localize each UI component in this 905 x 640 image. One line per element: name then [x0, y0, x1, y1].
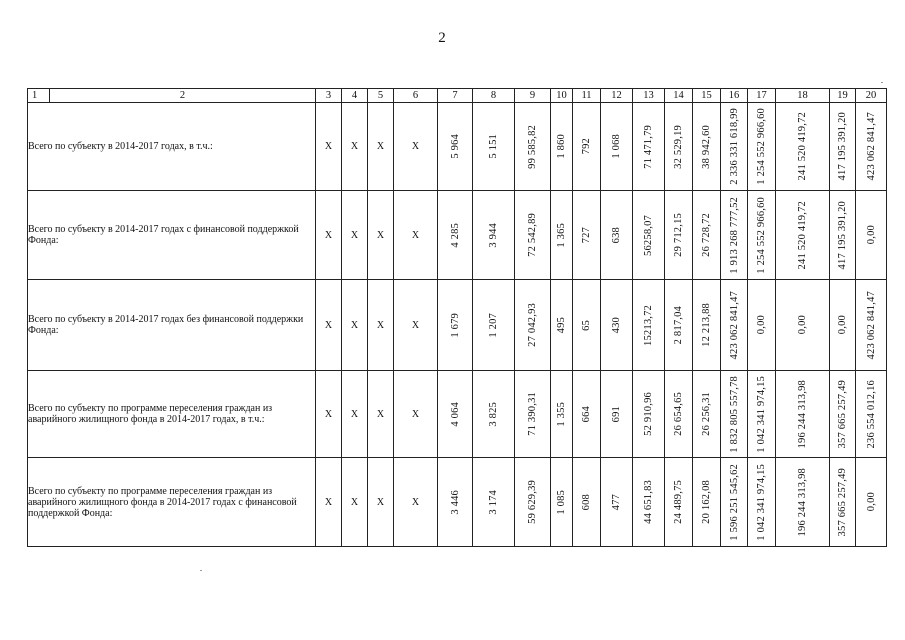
value-cell — [693, 191, 721, 280]
value-text: 0,00 — [837, 315, 848, 335]
value-text: 26 728,72 — [701, 213, 712, 257]
value-cell — [551, 371, 573, 458]
value-cell — [830, 371, 856, 458]
value-cell — [693, 280, 721, 371]
value-cell — [776, 280, 830, 371]
table-row — [28, 458, 887, 547]
value-text: 423 062 841,47 — [865, 112, 877, 181]
page-number: 2 — [438, 30, 446, 46]
value-text: 1 365 — [556, 222, 567, 248]
cross-mark: Х — [394, 280, 438, 371]
value-text: 495 — [556, 316, 567, 334]
value-cell — [776, 191, 830, 280]
value-text: 1 042 341 974,15 — [756, 463, 767, 541]
value-cell — [601, 458, 633, 547]
column-header: 2 — [50, 89, 316, 103]
value-text: 727 — [581, 226, 592, 244]
value-cell — [748, 280, 776, 371]
value-cell — [633, 280, 665, 371]
value-cell — [633, 371, 665, 458]
scan-speck — [881, 82, 883, 83]
value-text: 44 651,83 — [643, 480, 654, 524]
value-text: 423 062 841,47 — [728, 290, 740, 360]
value-cell — [473, 458, 515, 547]
value-cell — [551, 458, 573, 547]
value-text: 1 085 — [556, 489, 567, 515]
value-cell — [856, 191, 887, 280]
value-text: 664 — [581, 405, 592, 423]
value-cell — [473, 103, 515, 191]
summary-table — [27, 88, 887, 547]
value-text: 29 712,15 — [673, 213, 684, 257]
value-text: 27 042,93 — [527, 303, 538, 347]
column-header: 10 — [551, 89, 573, 103]
value-text: 196 244 313,98 — [797, 379, 808, 449]
value-text: 3 446 — [449, 489, 461, 515]
value-text: 1 254 552 966,60 — [756, 196, 767, 274]
value-cell — [721, 103, 748, 191]
table-row — [28, 371, 887, 458]
cross-mark: Х — [316, 191, 342, 280]
column-header: 5 — [368, 89, 394, 103]
value-cell — [438, 458, 473, 547]
value-text: 71 390,31 — [527, 392, 538, 436]
value-text: 4 064 — [449, 401, 461, 427]
value-cell — [776, 458, 830, 547]
value-text: 72 542,89 — [527, 213, 538, 257]
value-text: 1 207 — [488, 312, 499, 338]
column-header: 16 — [721, 89, 748, 103]
value-cell — [438, 280, 473, 371]
value-text: 2 817,04 — [673, 305, 684, 345]
cross-mark: Х — [342, 103, 368, 191]
value-text: 638 — [611, 226, 622, 244]
value-text: 5 151 — [488, 134, 499, 159]
column-header: 4 — [342, 89, 368, 103]
value-text: 1 042 341 974,15 — [756, 375, 767, 453]
value-text: 1 596 251 545,62 — [728, 463, 740, 541]
value-cell — [776, 103, 830, 191]
value-cell — [721, 191, 748, 280]
value-text: 38 942,60 — [701, 124, 712, 169]
value-text: 20 162,08 — [701, 480, 712, 524]
value-text: 99 585,82 — [527, 124, 538, 169]
column-header: 11 — [573, 89, 601, 103]
value-text: 4 285 — [449, 222, 461, 248]
column-header: 20 — [856, 89, 887, 103]
value-text: 608 — [581, 493, 592, 511]
value-cell — [856, 280, 887, 371]
value-text: 15213,72 — [643, 304, 654, 346]
value-cell — [515, 191, 551, 280]
cross-mark: Х — [368, 280, 394, 371]
value-text: 0,00 — [865, 225, 877, 245]
cross-mark: Х — [316, 458, 342, 547]
column-header: 12 — [601, 89, 633, 103]
value-cell — [633, 191, 665, 280]
value-cell — [665, 371, 693, 458]
value-text: 1 068 — [611, 134, 622, 159]
value-text: 417 195 391,20 — [837, 112, 848, 181]
value-cell — [856, 371, 887, 458]
value-cell — [721, 280, 748, 371]
value-text: 357 665 257,49 — [837, 467, 848, 537]
value-cell — [515, 103, 551, 191]
value-cell — [438, 103, 473, 191]
column-header: 6 — [394, 89, 438, 103]
value-cell — [748, 458, 776, 547]
cross-mark: Х — [368, 103, 394, 191]
value-text: 792 — [581, 138, 592, 155]
value-cell — [438, 371, 473, 458]
row-label: Всего по субъекту в 2014-2017 годах с финансовой поддержкой Фонда: — [28, 191, 316, 280]
row-label: Всего по субъекту по программе переселения граждан из аварийного жилищного фонда в 2014-2017 годах, в т.ч.: — [28, 371, 316, 458]
value-text: 1 679 — [449, 312, 461, 338]
value-cell — [573, 458, 601, 547]
value-text: 1 254 552 966,60 — [756, 108, 767, 185]
value-text: 691 — [611, 405, 622, 423]
value-cell — [551, 280, 573, 371]
cross-mark: Х — [316, 280, 342, 371]
value-text: 417 195 391,20 — [837, 200, 848, 270]
cross-mark: Х — [368, 371, 394, 458]
column-header: 15 — [693, 89, 721, 103]
value-cell — [830, 458, 856, 547]
cross-mark: Х — [316, 371, 342, 458]
value-cell — [515, 458, 551, 547]
value-cell — [856, 458, 887, 547]
column-header: 14 — [665, 89, 693, 103]
value-text: 0,00 — [865, 492, 877, 512]
value-text: 430 — [611, 316, 622, 334]
cross-mark: Х — [394, 191, 438, 280]
column-header: 3 — [316, 89, 342, 103]
cross-mark: Х — [342, 458, 368, 547]
value-text: 0,00 — [756, 315, 767, 335]
value-cell — [601, 280, 633, 371]
value-cell — [573, 280, 601, 371]
column-header: 18 — [776, 89, 830, 103]
value-text: 24 489,75 — [673, 480, 684, 524]
value-cell — [693, 458, 721, 547]
value-text: 1 832 805 557,78 — [728, 375, 740, 453]
value-cell — [473, 191, 515, 280]
value-text: 423 062 841,47 — [865, 290, 877, 360]
row-label: Всего по субъекту в 2014-2017 годах, в т.ч.: — [28, 103, 316, 191]
value-cell — [573, 371, 601, 458]
cross-mark: Х — [316, 103, 342, 191]
cross-mark: Х — [394, 458, 438, 547]
column-header: 8 — [473, 89, 515, 103]
value-text: 0,00 — [797, 315, 808, 335]
value-cell — [748, 371, 776, 458]
value-cell — [830, 103, 856, 191]
row-label: Всего по субъекту по программе переселения граждан из аварийного жилищного фонда в 2014-2017 годах с финансовой поддержкой Фонда: — [28, 458, 316, 547]
value-text: 357 665 257,49 — [837, 379, 848, 449]
value-text: 71 471,79 — [643, 124, 654, 169]
value-text: 477 — [611, 493, 622, 511]
value-cell — [830, 280, 856, 371]
row-label: Всего по субъекту в 2014-2017 годах без финансовой поддержки Фонда: — [28, 280, 316, 371]
value-text: 241 520 419,72 — [797, 112, 808, 181]
header-row — [28, 89, 887, 103]
column-header: 19 — [830, 89, 856, 103]
value-text: 59 629,39 — [527, 480, 538, 524]
value-cell — [856, 103, 887, 191]
cross-mark: Х — [342, 191, 368, 280]
value-cell — [573, 191, 601, 280]
value-text: 241 520 419,72 — [797, 200, 808, 270]
value-cell — [515, 371, 551, 458]
value-text: 3 825 — [488, 401, 499, 427]
value-cell — [748, 191, 776, 280]
value-cell — [601, 371, 633, 458]
value-text: 52 910,96 — [643, 392, 654, 436]
column-header: 17 — [748, 89, 776, 103]
value-text: 5 964 — [449, 134, 461, 159]
value-cell — [665, 458, 693, 547]
value-cell — [776, 371, 830, 458]
value-cell — [830, 191, 856, 280]
value-cell — [693, 371, 721, 458]
value-text: 32 529,19 — [673, 124, 684, 169]
scan-speck — [200, 570, 202, 571]
value-cell — [601, 103, 633, 191]
value-cell — [601, 191, 633, 280]
value-text: 1 355 — [556, 401, 567, 427]
value-text: 1 860 — [556, 134, 567, 159]
cross-mark: Х — [342, 280, 368, 371]
value-text: 26 256,31 — [701, 392, 712, 436]
table-row — [28, 191, 887, 280]
value-cell — [693, 103, 721, 191]
value-cell — [515, 280, 551, 371]
value-cell — [721, 371, 748, 458]
value-text: 3 944 — [488, 222, 499, 248]
value-cell — [721, 458, 748, 547]
cross-mark: Х — [342, 371, 368, 458]
value-cell — [633, 103, 665, 191]
value-cell — [665, 103, 693, 191]
column-header: 13 — [633, 89, 665, 103]
table-row — [28, 280, 887, 371]
value-cell — [551, 103, 573, 191]
value-cell — [665, 191, 693, 280]
value-text: 3 174 — [488, 489, 499, 515]
value-cell — [438, 191, 473, 280]
value-text: 1 913 268 777,52 — [728, 196, 740, 274]
column-header: 7 — [438, 89, 473, 103]
value-text: 65 — [581, 319, 592, 331]
cross-mark: Х — [368, 458, 394, 547]
table-row — [28, 103, 887, 191]
value-text: 236 554 012,16 — [865, 379, 877, 449]
value-cell — [473, 371, 515, 458]
value-cell — [473, 280, 515, 371]
value-cell — [633, 458, 665, 547]
column-header: 9 — [515, 89, 551, 103]
value-cell — [573, 103, 601, 191]
value-cell — [665, 280, 693, 371]
column-header: 1 — [28, 89, 50, 103]
value-text: 56258,07 — [643, 214, 654, 256]
value-cell — [551, 191, 573, 280]
cross-mark: Х — [368, 191, 394, 280]
cross-mark: Х — [394, 103, 438, 191]
value-text: 196 244 313,98 — [797, 467, 808, 537]
value-text: 12 213,88 — [701, 303, 712, 347]
value-text: 26 654,65 — [673, 392, 684, 436]
value-cell — [748, 103, 776, 191]
value-text: 2 336 331 618,99 — [728, 108, 740, 185]
cross-mark: Х — [394, 371, 438, 458]
